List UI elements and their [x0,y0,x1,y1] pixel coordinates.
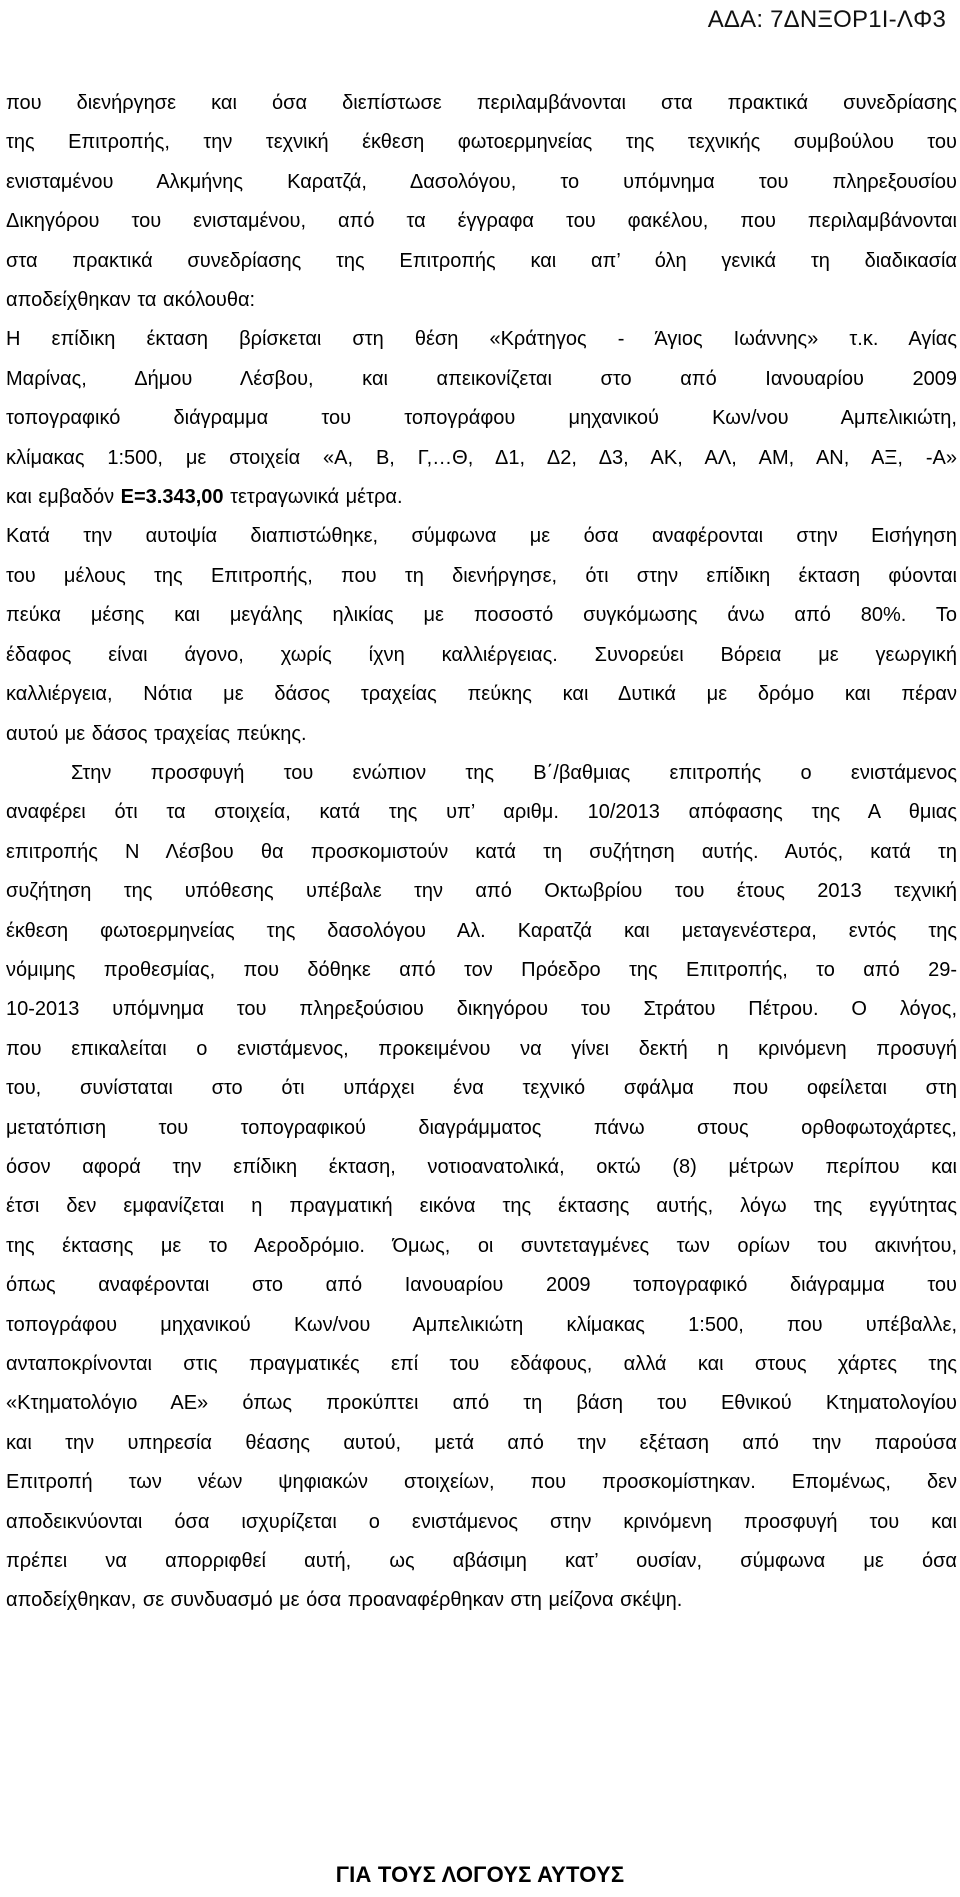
text-line: αποδείχθηκαν τα ακόλουθα: [6,289,256,312]
text-line: αυτού με δάσος τραχείας πεύκης. [6,722,307,745]
text-line-area [6,478,957,517]
text-line: τοπογράφου μηχανικού Κων/νου Αμπελικιώτη κλίμακας 1:500, που υπέβαλλε, [6,1313,957,1336]
paragraph-land-location [6,320,957,517]
ada-code: ΑΔΑ: 7ΔΝΞΟΡ1Ι-ΛΦ3 [707,6,946,33]
text-line: της Επιτροπής, την τεχνική έκθεση φωτοερμηνείας της τεχνικής συμβούλου του [6,131,957,154]
closing-heading: ΓΙΑ ΤΟΥΣ ΛΟΓΟΥΣ ΑΥΤΟΥΣ [335,1862,625,1887]
text-line: πρέπει να απορριφθεί αυτή, ως αβάσιμη κατ’ ουσίαν, σύμφωνα με όσα [6,1550,957,1573]
text-line: όπως αναφέρονται στο από Ιανουαρίου 2009 τοπογραφικό διάγραμμα του [6,1274,957,1297]
text-line: πεύκα μέσης και μεγάλης ηλικίας με ποσοστό συγκόμωσης άνω από 80%. Το [6,604,957,627]
text-line: Στην προσφυγή του ενώπιον της Β΄/βαθμιας επιτροπής ο ενιστάμενος [71,761,957,784]
area-suffix: τετραγωνικά μέτρα. [223,486,403,509]
text-line: μετατόπιση του τοπογραφικού διαγράμματος πάνω στους ορθοφωτοχάρτες, [6,1116,957,1139]
paragraph-findings-intro [6,84,957,320]
text-line: όσον αφορά την επίδικη έκταση, νοτιοανατολικά, οκτώ (8) μέτρων περίπου και [6,1155,957,1178]
area-value: Ε=3.343,00 [120,486,224,509]
text-line: Επιτροπή των νέων ψηφιακών στοιχείων, που προσκομίστηκαν. Επομένως, δεν [6,1471,957,1494]
text-line: που διενήργησε και όσα διεπίστωσε περιλαμβάνονται στα πρακτικά συνεδρίασης [6,92,957,114]
text-line: συζήτηση της υπόθεσης υπέβαλε την από Οκτωβρίου του έτους 2013 τεχνική [6,880,957,903]
text-line: ανταποκρίνονται στις πραγματικές επί του εδάφους, αλλά και στους χάρτες της [6,1353,957,1375]
text-line: Κατά την αυτοψία διαπιστώθηκε, σύμφωνα με όσα αναφέρονται στην Εισήγηση [6,525,957,548]
text-line: Μαρίνας, Δήμου Λέσβου, και απεικονίζεται στο από Ιανουαρίου 2009 [6,367,957,390]
text-line: και την υπηρεσία θέασης αυτού, μετά από την εξέταση από την παρούσα [6,1431,957,1454]
text-line: τοπογραφικό διάγραμμα του τοπογράφου μηχανικού Κων/νου Αμπελικιώτη, [6,407,957,430]
text-line: του, συνίσταται στο ότι υπάρχει ένα τεχνικό σφάλμα που οφείλεται στη [6,1077,957,1100]
text-line: έκθεση φωτοερμηνείας της δασολόγου Αλ. Καρατζά και μεταγενέστερα, εντός της [6,919,957,942]
text-line: έτσι δεν εμφανίζεται η πραγματική εικόνα της έκτασης αυτής, λόγω της εγγύτητας [6,1195,957,1218]
text-line: έδαφος είναι άγονο, χωρίς ίχνη καλλιέργειας. Συνορεύει Βόρεια με γεωργική [6,643,957,666]
text-line: επιτροπής Ν Λέσβου θα προσκομιστούν κατά τη συζήτηση αυτής. Αυτός, κατά τη [6,840,957,863]
text-line: που επικαλείται ο ενιστάμενος, προκειμένου να γίνει δεκτή η κρινόμενη προσυγή [6,1037,957,1060]
text-line: καλλιέργεια, Νότια με δάσος τραχείας πεύκης και Δυτικά με δρόμο και πέραν [6,683,957,706]
paragraph-appeal [6,754,957,1621]
text-line: στα πρακτικά συνεδρίασης της Επιτροπής και απ’ όλη γενικά τη διαδικασία [6,249,957,272]
text-line: αποδεικνύονται όσα ισχυρίζεται ο ενιστάμενος στην κρινόμενη προσφυγή του και [6,1510,957,1533]
paragraph-inspection [6,517,957,753]
text-line: 10-2013 υπόμνημα του πληρεξούσιου δικηγόρου του Στράτου Πέτρου. Ο λόγος, [6,998,957,1021]
text-line: Δικηγόρου του ενισταμένου, από τα έγγραφα του φακέλου, που περιλαμβάνονται [6,210,957,233]
text-line: «Κτηματολόγιο ΑΕ» όπως προκύπτει από τη βάση του Εθνικού Κτηματολογίου [6,1392,957,1415]
area-prefix: και εμβαδόν [6,486,121,509]
text-line: ενισταμένου Αλκμήνης Καρατζά, Δασολόγου, το υπόμνημα του πληρεξουσίου [6,170,957,193]
text-line: του μέλους της Επιτροπής, που τη διενήργησε, ότι στην επίδικη έκταση φύονται [6,564,957,587]
text-line: Η επίδικη έκταση βρίσκεται στη θέση «Κράτηγος - Άγιος Ιωάννης» τ.κ. Αγίας [6,328,957,351]
text-line: αναφέρει ότι τα στοιχεία, κατά της υπ’ αριθμ. 10/2013 απόφασης της Α θμιας [6,801,957,824]
text-line: της έκτασης με το Αεροδρόμιο. Όμως, οι συντεταγμένες των ορίων του ακινήτου, [6,1234,957,1257]
text-line: νόμιμης προθεσμίας, που δόθηκε από τον Πρόεδρο της Επιτροπής, το από 29- [6,958,957,981]
text-line: κλίμακας 1:500, με στοιχεία «Α, Β, Γ,…Θ, Δ1, Δ2, Δ3, ΑΚ, ΑΛ, ΑΜ, ΑΝ, ΑΞ, -Α» [6,446,957,469]
text-line: αποδείχθηκαν, σε συνδυασμό με όσα προαναφέρθηκαν στη μείζονα σκέψη. [6,1589,683,1612]
document-body [6,84,957,1621]
